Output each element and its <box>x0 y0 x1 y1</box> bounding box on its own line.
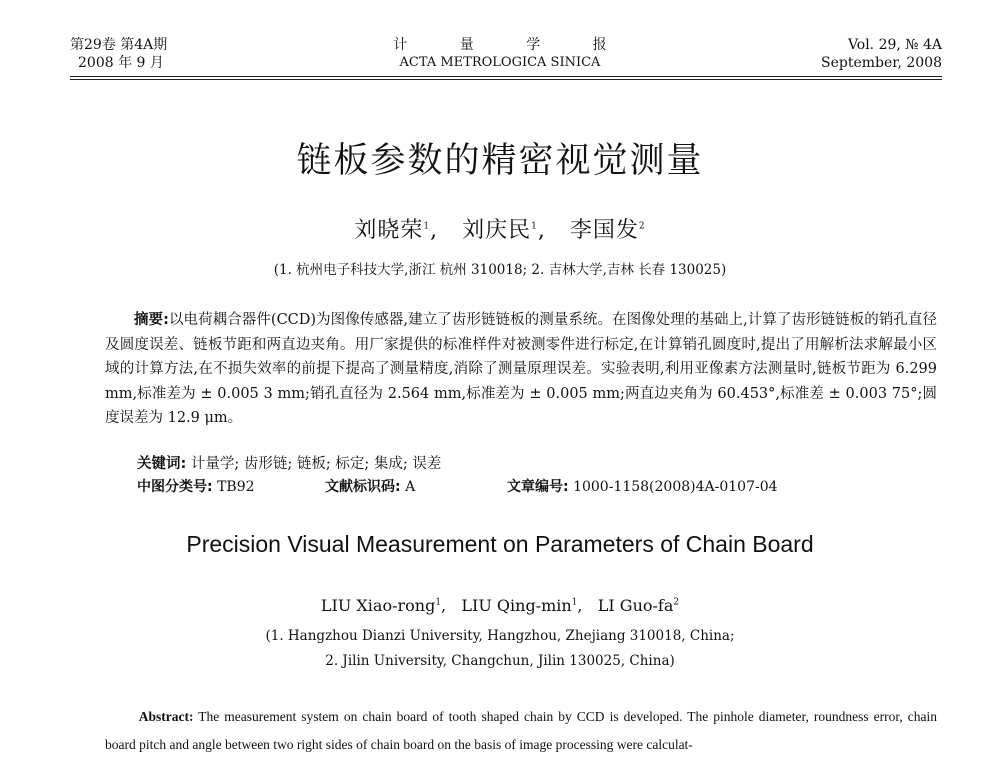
affiliation-en-line1: (1. Hangzhou Dianzi University, Hangzhou, Zhejiang 310018, China; <box>265 628 735 644</box>
header-right <box>821 36 942 72</box>
keywords-cn <box>137 452 441 473</box>
keywords-label: 关键词: <box>137 456 187 472</box>
article-number <box>507 476 778 496</box>
date-cn: 2008 年 9 月 <box>78 55 164 71</box>
author-name: 李国发 <box>569 218 639 243</box>
keywords-text: 计量学; 齿形链; 链板; 标定; 集成; 误差 <box>190 456 442 472</box>
journal-char: 学 <box>526 37 541 53</box>
author-name: LIU Xiao-rong <box>320 596 436 615</box>
journal-char: 报 <box>592 37 607 53</box>
author-name: 刘晓荣 <box>354 218 424 243</box>
journal-char: 量 <box>459 37 474 53</box>
affiliation-en-line2: 2. Jilin University, Changchun, Jilin 130025, China) <box>325 653 675 669</box>
date-en: September, 2008 <box>821 55 942 71</box>
journal-char: 计 <box>393 37 408 53</box>
article-no-value: 1000-1158(2008)4A-0107-04 <box>573 479 778 495</box>
abstract-text-cn: 以电荷耦合器件(CCD)为图像传感器,建立了齿形链链板的测量系统。在图像处理的基础上,计算了齿形链链板的销孔直径及圆度误差、链板节距和两直边夹角。用厂家提供的标准样件对被测零件进行标定,在计算销孔圆度时,提出了用解析法求解最小区域的计算方法,在不损失效率的前提下提高了测量精度,消除了测量原理误差。实验表明,利用亚像素方法测量时,链板节距为 6.299 mm,标准差为 ± 0.005 3 mm;销孔直径为 2.564 mm,标准差为 ± 0.005 mm;两直边夹角为 60.453°,标准差 ± 0.003 75°;圆度误差为 12.9 μm。 <box>105 312 937 426</box>
journal-name-en: ACTA METROLOGICA SINICA <box>399 55 601 70</box>
affiliation-marker: 1 <box>435 597 442 608</box>
header-rule <box>70 79 942 80</box>
authors-en: LIU Xiao-rong$^1$, LIU Qing-$\min^1$, LI Guo-$fa^2$ <box>320 596 680 615</box>
affiliation-cn: (1. 杭州电子科技大学,浙江 杭州 310018; 2. 吉林大学,吉林 长春 130025) <box>273 262 727 278</box>
affiliation-marker: 1 <box>531 221 538 232</box>
abstract-label-en: Abstract: <box>138 709 194 724</box>
authors-cn: 刘晓荣$^1$, 刘庆民$^1$, 李国发$^2$ <box>354 218 646 243</box>
doc-code-value: A <box>405 479 416 495</box>
volume-issue-cn: 第29卷 第4A期 <box>70 37 168 53</box>
paper-title-cn: 链板参数的精密视觉测量 <box>296 141 704 181</box>
abstract-text-en: The measurement system on chain board of tooth shaped chain by CCD is developed. The pinhole diameter, roundness error, chain board pitch and angle between two right sides of chain board on the basis of image processing were calculat- <box>105 709 937 752</box>
abstract-cn <box>105 308 937 431</box>
affiliation-marker: 1 <box>423 221 431 232</box>
author-name: 刘庆民 <box>462 218 532 243</box>
paper-title-en: Precision Visual Measurement on Parameters of Chain Board <box>186 531 814 557</box>
header-rule <box>70 76 942 77</box>
author-name: LI Guo-fa <box>597 596 674 615</box>
affiliation-marker: 2 <box>638 221 646 232</box>
affiliation-marker: 1 <box>571 597 578 608</box>
abstract-label-cn: 摘要: <box>134 312 169 328</box>
abstract-en <box>105 703 937 759</box>
clc-value: TB92 <box>217 479 255 495</box>
volume-issue-en: Vol. 29, № 4A <box>847 37 942 53</box>
affiliation-marker: 2 <box>673 597 680 608</box>
clc-label: 中图分类号: <box>137 479 213 495</box>
article-no-label: 文章编号: <box>507 479 569 495</box>
author-name: LIU Qing-min <box>461 596 572 615</box>
doc-code-label: 文献标识码: <box>325 479 401 495</box>
clc-number <box>137 476 255 496</box>
document-code <box>325 476 415 496</box>
